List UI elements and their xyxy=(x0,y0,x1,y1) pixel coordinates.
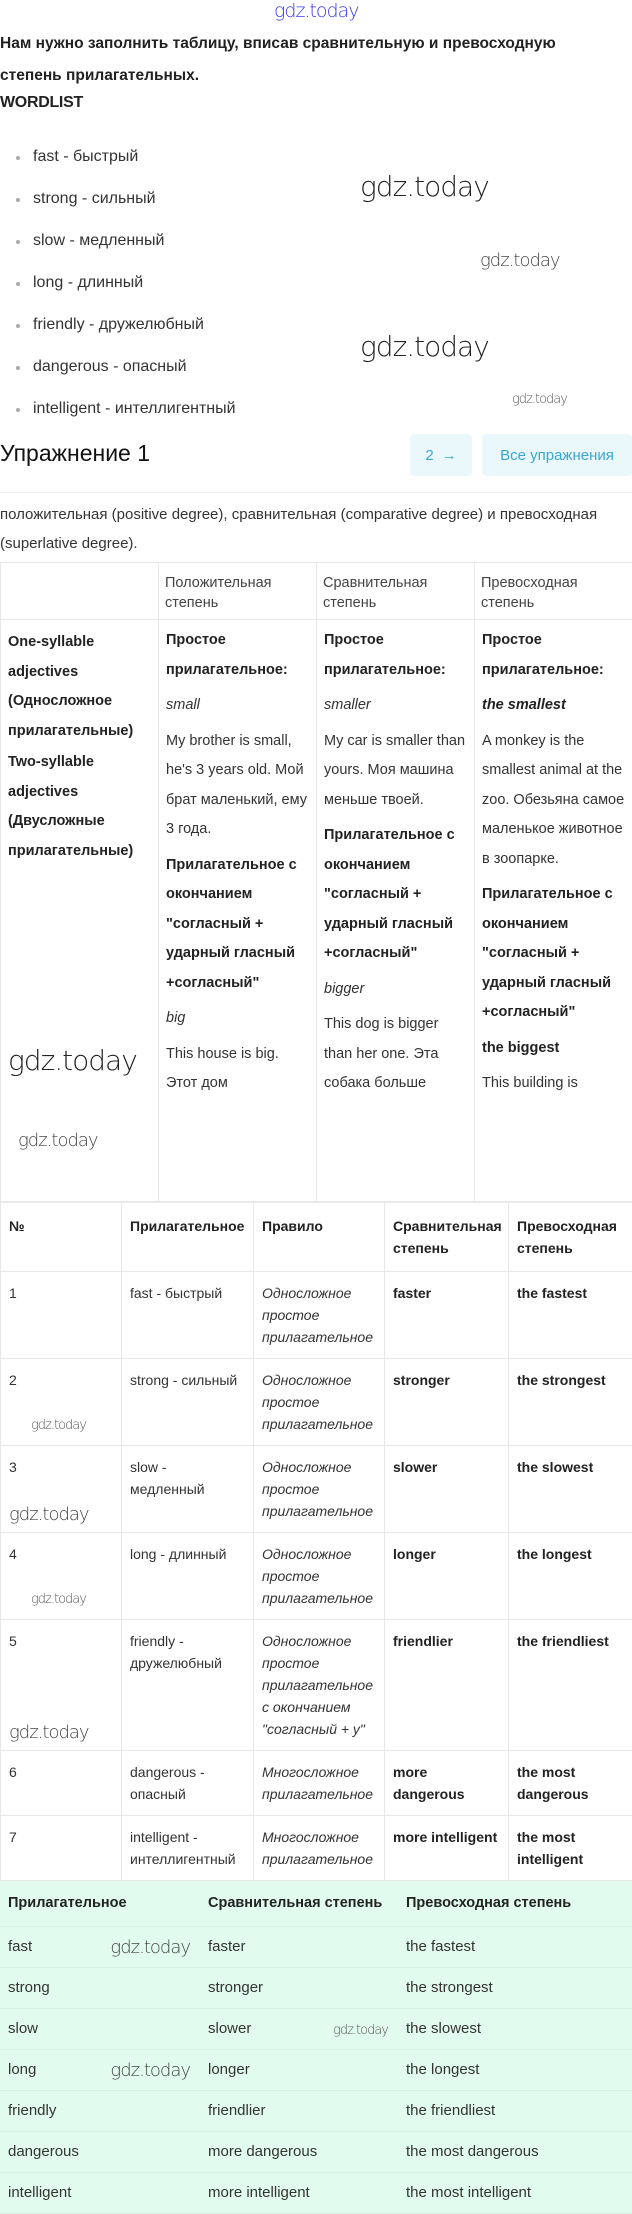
watermark: gdz.today xyxy=(512,392,567,407)
table-row xyxy=(0,2049,632,2090)
table-cell xyxy=(1,620,159,1202)
rule-cell-text: Односложное простое прилагательное xyxy=(262,1372,373,1432)
rule-cell-text: Односложное простое прилагательное xyxy=(262,1459,373,1519)
rule-cell xyxy=(254,1816,385,1881)
table-header: Прилагательное xyxy=(122,1203,254,1272)
comparative-cell xyxy=(385,1446,509,1533)
table-header: Положительная степень xyxy=(159,563,317,620)
table-cell xyxy=(0,2172,200,2213)
table-cell xyxy=(0,2131,200,2172)
table-row xyxy=(0,2131,632,2172)
theory-table xyxy=(0,562,632,1202)
table-cell-text: stronger xyxy=(208,1979,263,1996)
comparative-cell-text: longer xyxy=(393,1546,436,1562)
table-row xyxy=(0,1926,632,1967)
superlative-cell xyxy=(509,1359,632,1446)
superlative-cell-text: the friendliest xyxy=(517,1633,609,1649)
table-row xyxy=(0,1967,632,2008)
example-word: small xyxy=(166,697,200,713)
table-cell xyxy=(200,2049,398,2090)
table-header: Превосходная степень xyxy=(509,1203,632,1272)
rule-cell xyxy=(254,1533,385,1620)
table-row xyxy=(1,1751,632,1816)
answer-table xyxy=(0,1202,632,1881)
adjective-cell xyxy=(122,1620,254,1751)
table-cell-text: slow xyxy=(8,2020,38,2037)
degrees-paragraph: положительная (positive degree), сравнительная (comparative degree) и превосходная (superlative degree). xyxy=(0,500,632,558)
wordlist xyxy=(0,142,236,436)
watermark: gdz.today xyxy=(110,2060,190,2081)
rule-cell xyxy=(254,1446,385,1533)
rule-cell xyxy=(254,1359,385,1446)
rule-heading: Простое прилагательное: xyxy=(482,632,604,678)
adjective-cell-text: friendly - дружелюбный xyxy=(130,1633,222,1671)
adjective-cell-text: dangerous - опасный xyxy=(130,1764,205,1802)
example-sentence: A monkey is the smallest animal at the zoo. Обезьяна самое маленькое животное в зоопарке. xyxy=(482,727,626,875)
table-row xyxy=(1,1620,632,1751)
example-word: big xyxy=(166,1010,185,1026)
table-cell-text: friendlier xyxy=(208,2102,266,2119)
row-number-text: 3 xyxy=(9,1459,17,1475)
example-sentence: This dog is bigger than her one. Эта собака больше xyxy=(324,1010,468,1099)
table-cell-text: strong xyxy=(8,1979,50,1996)
table-cell-text: the most dangerous xyxy=(406,2143,539,2160)
row-number-text: 2 xyxy=(9,1372,17,1388)
table-row xyxy=(0,2008,632,2049)
example-sentence: My car is smaller than yours. Моя машина меньше твоей. xyxy=(324,727,468,816)
table-cell-text: faster xyxy=(208,1938,246,1955)
all-exercises-button[interactable] xyxy=(482,434,632,476)
row-number xyxy=(1,1533,122,1620)
comparative-cell-text: friendlier xyxy=(393,1633,453,1649)
superlative-cell-text: the slowest xyxy=(517,1459,593,1475)
row-number xyxy=(1,1272,122,1359)
table-cell-text: the friendliest xyxy=(406,2102,495,2119)
superlative-cell xyxy=(509,1816,632,1881)
watermark: gdz.today xyxy=(18,1126,98,1156)
watermark: gdz.today xyxy=(110,1937,190,1958)
watermark: gdz.today xyxy=(360,330,489,363)
example-sentence: My brother is small, he's 3 years old. Мой брат маленький, ему 3 года. xyxy=(166,727,310,845)
list-item: strong - сильный xyxy=(0,184,236,226)
rule-cell xyxy=(254,1272,385,1359)
table-cell-text: the longest xyxy=(406,2061,479,2078)
row-number xyxy=(1,1620,122,1751)
row-number-text: 5 xyxy=(9,1633,17,1649)
table-header: Сравнительная степень xyxy=(385,1203,509,1272)
comparative-cell xyxy=(385,1533,509,1620)
table-cell xyxy=(398,2008,632,2049)
row-number xyxy=(1,1816,122,1881)
adjective-cell-text: fast - быстрый xyxy=(130,1285,222,1301)
superlative-cell-text: the strongest xyxy=(517,1372,606,1388)
comparative-cell xyxy=(385,1620,509,1751)
table-cell-text: fast xyxy=(8,1938,32,1955)
table-cell xyxy=(200,2090,398,2131)
table-cell xyxy=(200,1926,398,1967)
table-row xyxy=(1,1359,632,1446)
adjective-cell-text: intelligent - интеллигентный xyxy=(130,1829,236,1867)
adjective-cell xyxy=(122,1359,254,1446)
adjective-cell xyxy=(122,1533,254,1620)
example-word: the biggest xyxy=(482,1040,559,1056)
adjective-cell-text: slow - медленный xyxy=(130,1459,205,1497)
row-number xyxy=(1,1446,122,1533)
table-header: Прилагательное xyxy=(0,1881,200,1926)
rule-cell-text: Односложное простое прилагательное xyxy=(262,1285,373,1345)
table-header xyxy=(1,563,159,620)
table-cell-text: more dangerous xyxy=(208,2143,317,2160)
table-header: Правило xyxy=(254,1203,385,1272)
adjective-cell xyxy=(122,1272,254,1359)
adjective-cell xyxy=(122,1816,254,1881)
table-cell-text: the strongest xyxy=(406,1979,493,1996)
table-header: Сравнительная степень xyxy=(200,1881,398,1926)
rule-cell-text: Многосложное прилагательное xyxy=(262,1764,373,1802)
rule-cell xyxy=(254,1620,385,1751)
table-cell xyxy=(200,2008,398,2049)
table-cell xyxy=(398,2049,632,2090)
table-header: Превосходная степень xyxy=(475,563,632,620)
example-word: the smallest xyxy=(482,697,566,713)
rule-heading: Прилагательное с окончанием "согласный + ударный гласный +согласный" xyxy=(482,886,613,1020)
table-cell-text: intelligent xyxy=(8,2184,71,2201)
rule-cell-text: Многосложное прилагательное xyxy=(262,1829,373,1867)
superlative-cell-text: the most intelligent xyxy=(517,1829,583,1867)
example-word: bigger xyxy=(324,981,364,997)
row-label: Two-syllable adjectives (Двусложные прилагательные) xyxy=(8,748,152,866)
table-cell-text: the slowest xyxy=(406,2020,481,2037)
table-cell-text: long xyxy=(8,2061,36,2078)
row-number-text: 6 xyxy=(9,1764,17,1780)
divider xyxy=(0,492,632,493)
adjective-cell xyxy=(122,1446,254,1533)
table-cell-text: slower xyxy=(208,2020,251,2037)
superlative-cell xyxy=(509,1751,632,1816)
comparative-cell-text: more intelligent xyxy=(393,1829,497,1845)
superlative-cell-text: the most dangerous xyxy=(517,1764,589,1802)
table-cell-text: dangerous xyxy=(8,2143,79,2160)
watermark: gdz.today xyxy=(31,1589,86,1611)
rule-heading: Простое прилагательное: xyxy=(324,632,446,678)
arrow-right-icon: → xyxy=(442,447,457,464)
row-number-text: 7 xyxy=(9,1829,17,1845)
next-label: 2 xyxy=(425,447,433,464)
list-item: dangerous - опасный xyxy=(0,352,236,394)
table-row xyxy=(1,1446,632,1533)
table-cell xyxy=(0,2049,200,2090)
table-cell-text: more intelligent xyxy=(208,2184,310,2201)
comparative-cell xyxy=(385,1272,509,1359)
watermark: gdz.today xyxy=(31,1415,86,1437)
table-cell-text: longer xyxy=(208,2061,250,2078)
list-item: long - длинный xyxy=(0,268,236,310)
rule-heading: Простое прилагательное: xyxy=(166,632,288,678)
table-cell xyxy=(200,2172,398,2213)
table-row xyxy=(0,2172,632,2213)
table-header: № xyxy=(1,1203,122,1272)
superlative-cell xyxy=(509,1533,632,1620)
watermark: gdz.today xyxy=(480,250,560,271)
example-sentence: This house is big. Этот дом xyxy=(166,1040,310,1099)
list-item: friendly - дружелюбный xyxy=(0,310,236,352)
table-cell xyxy=(0,2090,200,2131)
table-cell xyxy=(200,2131,398,2172)
row-number xyxy=(1,1751,122,1816)
table-row xyxy=(0,2090,632,2131)
superlative-cell-text: the fastest xyxy=(517,1285,587,1301)
table-cell-text: the most intelligent xyxy=(406,2184,531,2201)
comparative-cell xyxy=(385,1359,509,1446)
table-cell xyxy=(0,1967,200,2008)
comparative-cell-text: stronger xyxy=(393,1372,450,1388)
list-item: fast - быстрый xyxy=(0,142,236,184)
adjective-cell-text: strong - сильный xyxy=(130,1372,237,1388)
watermark: gdz.today xyxy=(333,2023,388,2038)
task-description: Нам нужно заполнить таблицу, вписав сравнительную и превосходную степень прилагательных. xyxy=(0,28,620,92)
comparative-cell-text: slower xyxy=(393,1459,437,1475)
table-cell xyxy=(200,1967,398,2008)
watermark: gdz.today xyxy=(360,170,489,203)
table-row xyxy=(1,1816,632,1881)
table-cell xyxy=(398,2090,632,2131)
superlative-cell-text: the longest xyxy=(517,1546,592,1562)
row-number-text: 4 xyxy=(9,1546,17,1562)
adjective-cell xyxy=(122,1751,254,1816)
summary-table xyxy=(0,1881,632,2214)
watermark: gdz.today xyxy=(8,1046,137,1076)
rule-heading: Прилагательное с окончанием "согласный + ударный гласный +согласный" xyxy=(166,857,297,991)
table-header: Превосходная степень xyxy=(398,1881,632,1926)
row-label: One-syllable adjectives (Односложное прилагательные) xyxy=(8,628,152,746)
comparative-cell-text: more dangerous xyxy=(393,1764,465,1802)
comparative-cell xyxy=(385,1751,509,1816)
rule-cell-text: Односложное простое прилагательное xyxy=(262,1546,373,1606)
list-item: slow - медленный xyxy=(0,226,236,268)
superlative-cell xyxy=(509,1272,632,1359)
example-sentence: This building is xyxy=(482,1069,626,1099)
table-cell xyxy=(398,1926,632,1967)
watermark-logo: gdz.today xyxy=(274,0,359,22)
table-cell xyxy=(0,2008,200,2049)
adjective-cell-text: long - длинный xyxy=(130,1546,226,1562)
rule-cell xyxy=(254,1751,385,1816)
next-exercise-button[interactable] xyxy=(410,434,472,476)
superlative-cell xyxy=(509,1446,632,1533)
table-cell-text: friendly xyxy=(8,2102,56,2119)
rule-cell-text: Односложное простое прилагательное с окончанием "согласный + y" xyxy=(262,1633,373,1737)
watermark: gdz.today xyxy=(9,1504,89,1526)
comparative-cell xyxy=(385,1816,509,1881)
superlative-cell xyxy=(509,1620,632,1751)
exercise-title: Упражнение 1 xyxy=(0,440,150,467)
table-row xyxy=(1,1533,632,1620)
row-number-text: 1 xyxy=(9,1285,17,1301)
table-cell xyxy=(0,1926,200,1967)
table-cell xyxy=(159,620,317,1202)
row-number xyxy=(1,1359,122,1446)
all-exercises-label: Все упражнения xyxy=(500,447,614,464)
table-cell xyxy=(398,2172,632,2213)
table-cell xyxy=(475,620,632,1202)
wordlist-heading: WORDLIST xyxy=(0,94,83,112)
example-word: smaller xyxy=(324,697,371,713)
table-cell xyxy=(317,620,475,1202)
comparative-cell-text: faster xyxy=(393,1285,431,1301)
rule-heading: Прилагательное с окончанием "согласный + ударный гласный +согласный" xyxy=(324,827,455,961)
table-header: Сравнительная степень xyxy=(317,563,475,620)
watermark: gdz.today xyxy=(9,1722,89,1744)
table-cell-text: the fastest xyxy=(406,1938,475,1955)
table-row xyxy=(1,1272,632,1359)
table-cell xyxy=(398,2131,632,2172)
tables-container xyxy=(0,562,632,2214)
list-item: intelligent - интеллигентный xyxy=(0,394,236,436)
table-cell xyxy=(398,1967,632,2008)
